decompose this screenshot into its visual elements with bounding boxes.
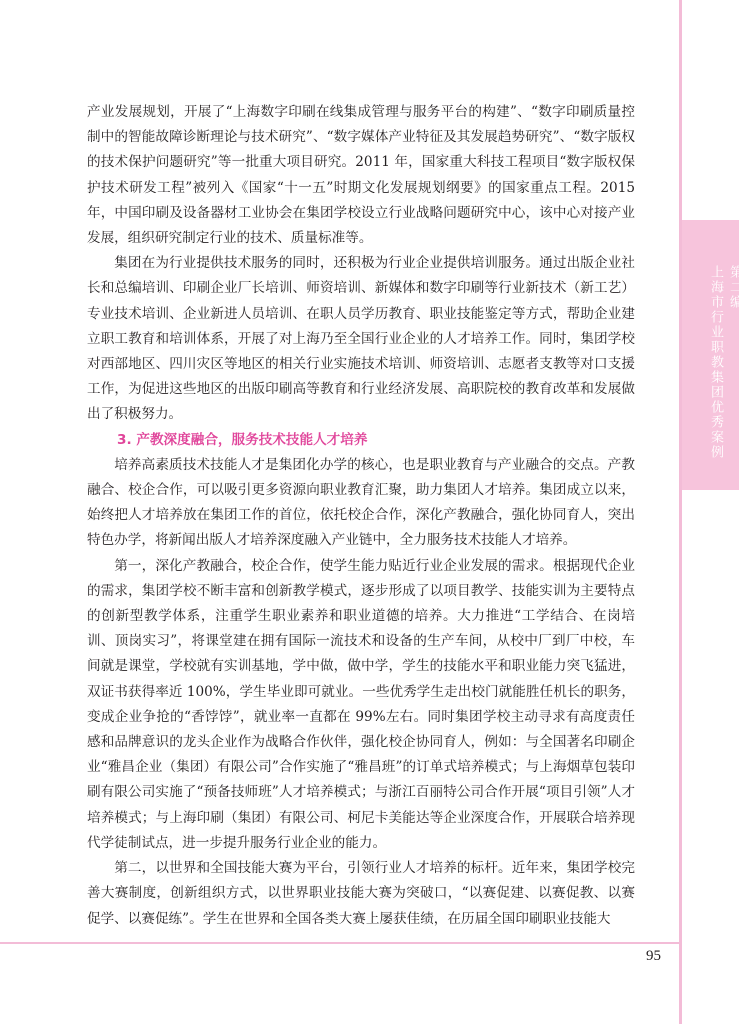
paragraph: 培养高素质技术技能人才是集团化办学的核心，也是职业教育与产业融合的交点。产教融合、校企合作，可以吸引更多资源向职业教育汇聚，助力集团人才培养。集团成立以来，始终把人才培养放在集团工作的首位，依托校企合作，深化产教融合，强化协同育人，突出特色办学，将新闻出版人才培养深度融入产业链中，全力服务技术技能人才培养。 xyxy=(87,456,635,549)
section-heading: 3. 产教深度融合，服务技术技能人才培养 xyxy=(117,431,368,448)
paragraph: 集团在为行业提供技术服务的同时，还积极为行业企业提供培训服务。通过出版企业社长和总编培训、印刷企业厂长培训、师资培训、新媒体和数字印刷等行业新技术（新工艺）专业技术培训、企业新进人员培训、在职人员学历教育、职业技能鉴定等方式，帮助企业建立职工教育和培训体系，开展了对上海乃至全国行业企业的人才培养工作。同时，集团学校对西部地区、四川灾区等地区的相关行业实施技术培训、师资培训、志愿者支教等对口支援工作，为促进这些地区的出版印刷高等教育和行业经济发展、高职院校的教育改革和发展做出了积极努力。 xyxy=(87,255,635,423)
chapter-tab-section: 第二编 xyxy=(727,265,742,310)
footer-rule xyxy=(0,942,679,944)
body-text xyxy=(87,100,635,932)
chapter-tab-title: 上海市行业职教集团优秀案例 xyxy=(708,265,723,460)
side-margin-strip xyxy=(679,0,682,1024)
page-number: 95 xyxy=(646,948,661,964)
chapter-tab-text xyxy=(700,265,744,460)
paragraph: 第二，以世界和全国技能大赛为平台，引领行业人才培养的标杆。近年来，集团学校完善大赛制度，创新组织方式，以世界职业技能大赛为突破口，“以赛促建、以赛促教、以赛促学、以赛促练”。学生在世界和全国各类大赛上屡获佳绩，在历届全国印刷职业技能大 xyxy=(87,860,635,927)
paragraph-continued: 产业发展规划，开展了“上海数字印刷在线集成管理与服务平台的构建”、“数字印刷质量控制中的智能故障诊断理论与技术研究”、“数字媒体产业特征及其发展趋势研究”、“数字版权的技术保护问题研究”等一批重大项目研究。2011 年，国家重大科技工程项目“数字版权保护技术研发工程”被列入《国家“十一五”时期文化发展规划纲要》的国家重点工程。2015 年，中国印刷及设备器材工业协会在集团学校设立行业战略问题研究中心，该中心对接产业发展，组织研究制定行业的技术、质量标准等。 xyxy=(87,104,635,247)
paragraph: 第一，深化产教融合，校企合作，使学生能力贴近行业企业发展的需求。根据现代企业的需求，集团学校不断丰富和创新教学模式，逐步形成了以项目教学、技能实训为主要特点的创新型教学体系，注重学生职业素养和职业道德的培养。大力推进“工学结合、在岗培训、顶岗实习”，将课堂建在拥有国际一流技术和设备的生产车间，从校中厂到厂中校，车间就是课堂，学校就有实训基地，学中做，做中学，学生的技能水平和职业能力突飞猛进，双证书获得率近 100%，学生毕业即可就业。一些优秀学生走出校门就能胜任机长的职务，变成企业争抢的“香饽饽”，就业率一直都在 99%左右。同时集团学校主动寻求有高度责任感和品牌意识的龙头企业作为战略合作伙伴，强化校企协同育人，例如：与全国著名印刷企业“雅昌企业（集团）有限公司”合作实施了“雅昌班”的订单式培养模式；与上海烟草包装印刷有限公司实施了“预备技师班”人才培养模式；与浙江百丽特公司合作开展“项目引领”人才培养模式；与上海印刷（集团）有限公司、柯尼卡美能达等企业深度合作，开展联合培养现代学徒制试点，进一步提升服务行业企业的能力。 xyxy=(87,557,635,851)
